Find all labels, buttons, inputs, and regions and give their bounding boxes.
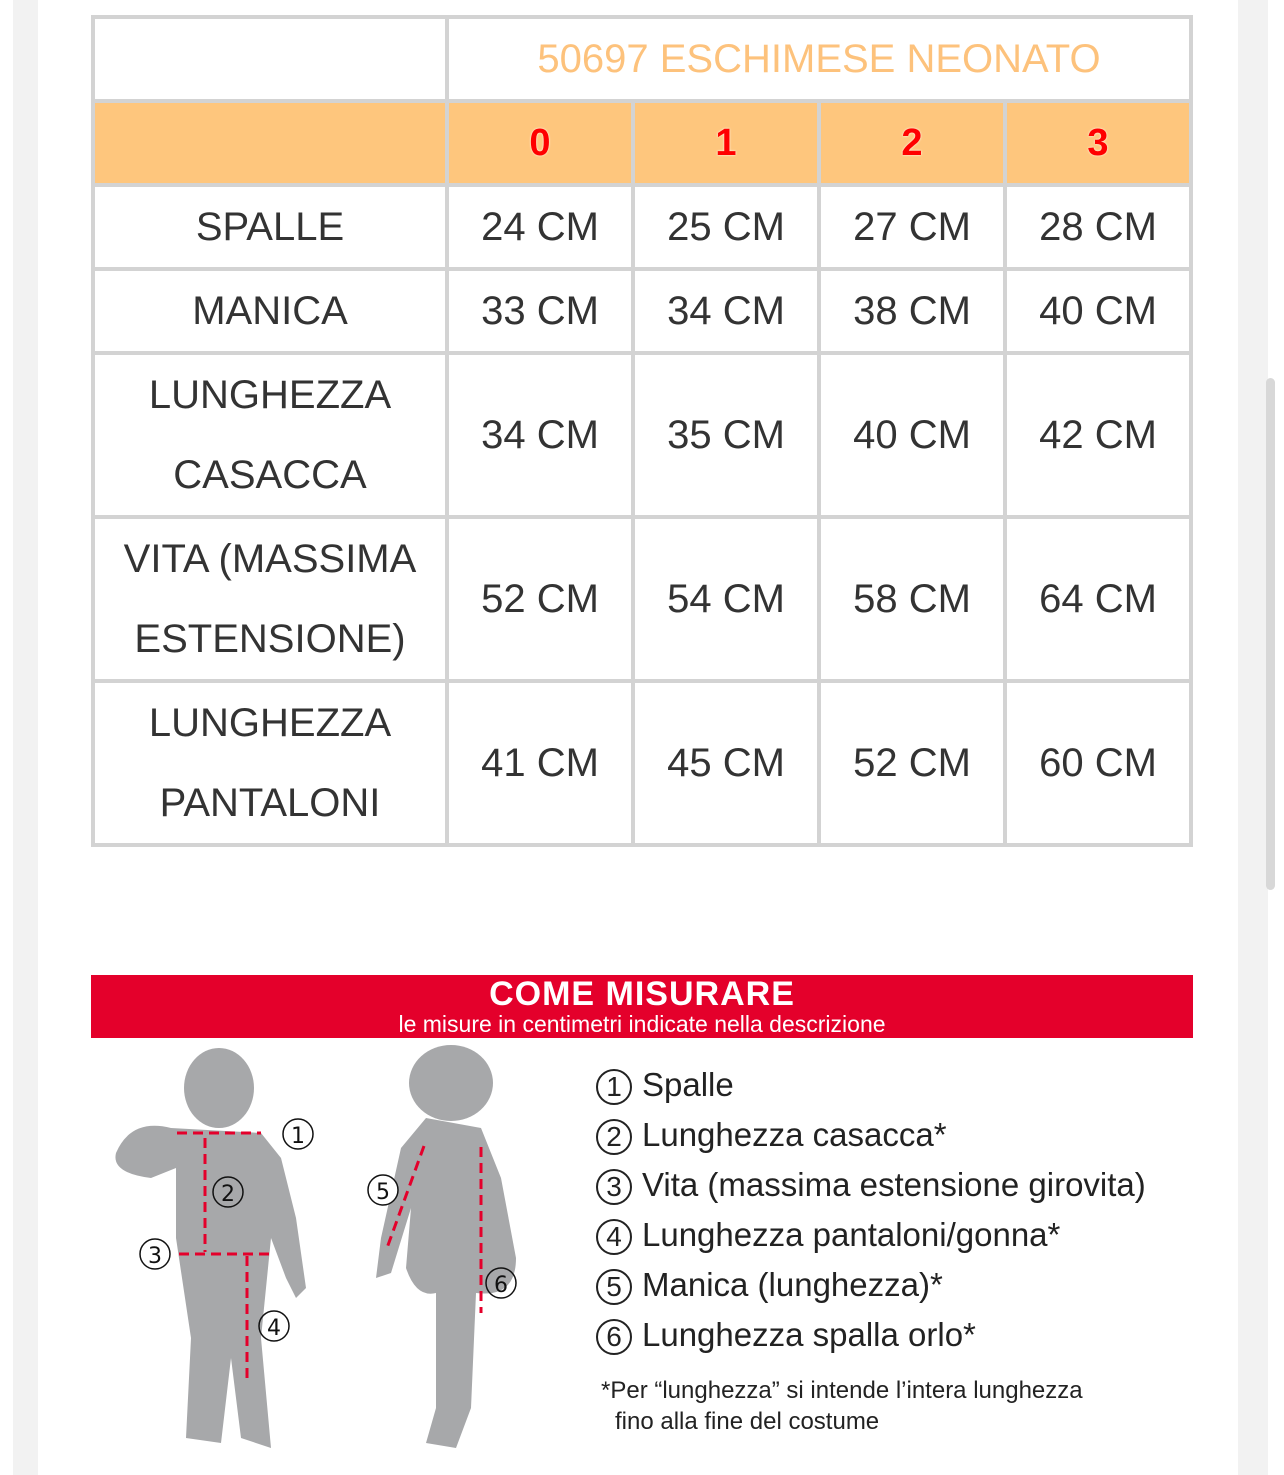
table-row (95, 355, 1189, 515)
legend-item: 3 Vita (massima estensione girovita) (596, 1160, 1146, 1210)
banner-subtitle: le misure in centimetri indicate nella descrizione (398, 1011, 886, 1037)
cell-value: 24 CM (449, 187, 631, 267)
legend-item: 2 Lunghezza casacca* (596, 1110, 1146, 1160)
svg-text:6: 6 (494, 1273, 508, 1298)
cell-value: 34 CM (635, 271, 817, 351)
measurement-legend (596, 1060, 1146, 1360)
row-label: VITA (MASSIMA ESTENSIONE) (95, 519, 445, 679)
row-label: LUNGHEZZA CASACCA (95, 355, 445, 515)
product-title: 50697 ESCHIMESE NEONATO (449, 19, 1189, 99)
svg-text:4: 4 (267, 1316, 281, 1341)
number-badge: 2 (596, 1119, 632, 1155)
size-header: 0 (449, 103, 631, 183)
size-header: 1 (635, 103, 817, 183)
cell-value: 58 CM (821, 519, 1003, 679)
number-badge: 1 (596, 1069, 632, 1105)
row-label: MANICA (95, 271, 445, 351)
size-table (91, 15, 1193, 847)
cell-value: 54 CM (635, 519, 817, 679)
cell-value: 60 CM (1007, 683, 1189, 843)
size-header-row (95, 103, 1189, 183)
legend-item: 5 Manica (lunghezza)* (596, 1260, 1146, 1310)
table-row (95, 271, 1189, 351)
banner-title: COME MISURARE (489, 975, 795, 1013)
footnote-line: *Per “lunghezza” si intende l’intera lunghezza (601, 1377, 1083, 1404)
cell-value: 40 CM (821, 355, 1003, 515)
cell-value: 35 CM (635, 355, 817, 515)
cell-value: 42 CM (1007, 355, 1189, 515)
cell-value: 40 CM (1007, 271, 1189, 351)
how-to-measure (91, 975, 1193, 1475)
svg-text:5: 5 (376, 1180, 390, 1205)
cell-value: 25 CM (635, 187, 817, 267)
row-label: LUNGHEZZA PANTALONI (95, 683, 445, 843)
cell-value: 64 CM (1007, 519, 1189, 679)
scrollbar[interactable] (1266, 378, 1275, 890)
row-label: SPALLE (95, 187, 445, 267)
cell-value: 52 CM (821, 683, 1003, 843)
cell-value: 34 CM (449, 355, 631, 515)
cell-value: 33 CM (449, 271, 631, 351)
child-silhouettes-illustration (91, 1038, 561, 1475)
how-to-measure-banner (91, 975, 1193, 1038)
svg-text:2: 2 (221, 1182, 235, 1207)
legend-item: 6 Lunghezza spalla orlo* (596, 1310, 1146, 1360)
table-row (95, 187, 1189, 267)
svg-text:1: 1 (291, 1124, 305, 1149)
footnote-line: fino alla fine del costume (615, 1408, 880, 1435)
legend-item: 4 Lunghezza pantaloni/gonna* (596, 1210, 1146, 1260)
cell-value: 28 CM (1007, 187, 1189, 267)
svg-text:3: 3 (148, 1244, 162, 1269)
cell-value: 52 CM (449, 519, 631, 679)
size-header: 3 (1007, 103, 1189, 183)
page-margin-left (13, 0, 38, 1475)
number-badge: 6 (596, 1319, 632, 1355)
cell-value: 41 CM (449, 683, 631, 843)
size-header: 2 (821, 103, 1003, 183)
number-badge: 3 (596, 1169, 632, 1205)
empty-header-cell (95, 103, 445, 183)
empty-cell (95, 19, 445, 99)
cell-value: 45 CM (635, 683, 817, 843)
table-row (95, 519, 1189, 679)
length-footnote (601, 1375, 1083, 1437)
number-badge: 4 (596, 1219, 632, 1255)
page-margin-right (1238, 0, 1268, 1475)
cell-value: 38 CM (821, 271, 1003, 351)
number-badge: 5 (596, 1269, 632, 1305)
legend-item: 1 Spalle (596, 1060, 1146, 1110)
cell-value: 27 CM (821, 187, 1003, 267)
table-row (95, 683, 1189, 843)
